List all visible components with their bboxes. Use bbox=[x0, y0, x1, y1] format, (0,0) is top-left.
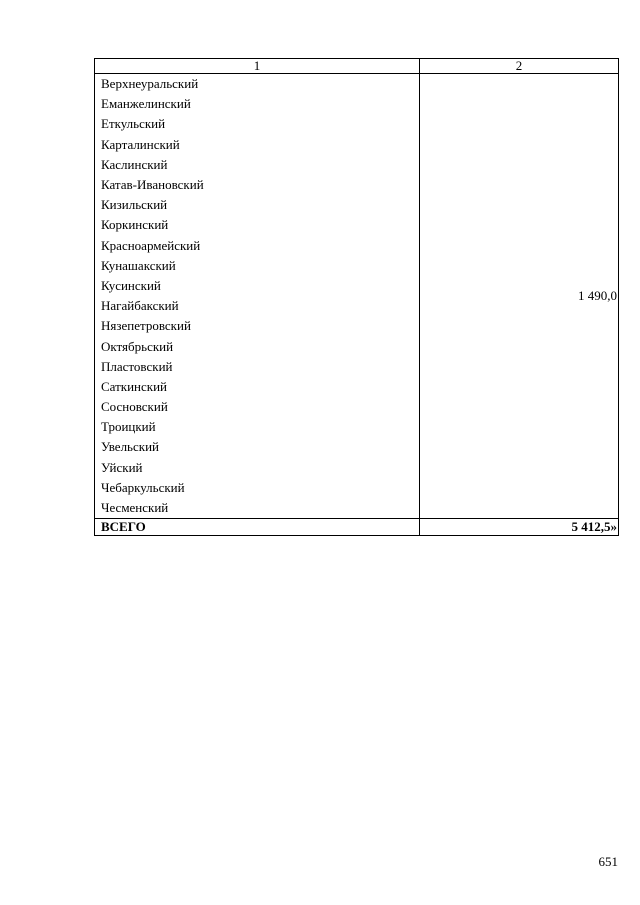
table-header-row bbox=[95, 59, 619, 74]
column-header-2: 2 bbox=[420, 59, 619, 74]
district-name: Пластовский bbox=[95, 357, 420, 377]
total-row bbox=[95, 519, 619, 536]
district-name: Нязепетровский bbox=[95, 316, 420, 336]
district-name: Еманжелинский bbox=[95, 94, 420, 114]
district-name: Чесменский bbox=[95, 498, 420, 519]
column-header-1: 1 bbox=[95, 59, 420, 74]
table-row bbox=[95, 74, 619, 95]
total-value: 5 412,5» bbox=[420, 519, 619, 536]
district-name: Увельский bbox=[95, 437, 420, 457]
allocation-table bbox=[94, 58, 619, 536]
district-name: Уйский bbox=[95, 458, 420, 478]
shared-amount-cell: 1 490,0 bbox=[420, 74, 619, 519]
district-name: Каслинский bbox=[95, 155, 420, 175]
district-name: Октябрьский bbox=[95, 336, 420, 356]
district-name: Кизильский bbox=[95, 195, 420, 215]
district-name: Чебаркульский bbox=[95, 478, 420, 498]
district-name: Коркинский bbox=[95, 215, 420, 235]
page-number: 651 bbox=[598, 854, 618, 869]
district-name: Карталинский bbox=[95, 135, 420, 155]
district-name: Верхнеуральский bbox=[95, 74, 420, 95]
district-name: Троицкий bbox=[95, 417, 420, 437]
district-name: Саткинский bbox=[95, 377, 420, 397]
district-name: Кусинский bbox=[95, 276, 420, 296]
district-name: Красноармейский bbox=[95, 236, 420, 256]
total-label: ВСЕГО bbox=[95, 519, 420, 536]
district-name: Нагайбакский bbox=[95, 296, 420, 316]
district-name: Кунашакский bbox=[95, 256, 420, 276]
district-name: Катав-Ивановский bbox=[95, 175, 420, 195]
district-name: Еткульский bbox=[95, 114, 420, 134]
district-name: Сосновский bbox=[95, 397, 420, 417]
